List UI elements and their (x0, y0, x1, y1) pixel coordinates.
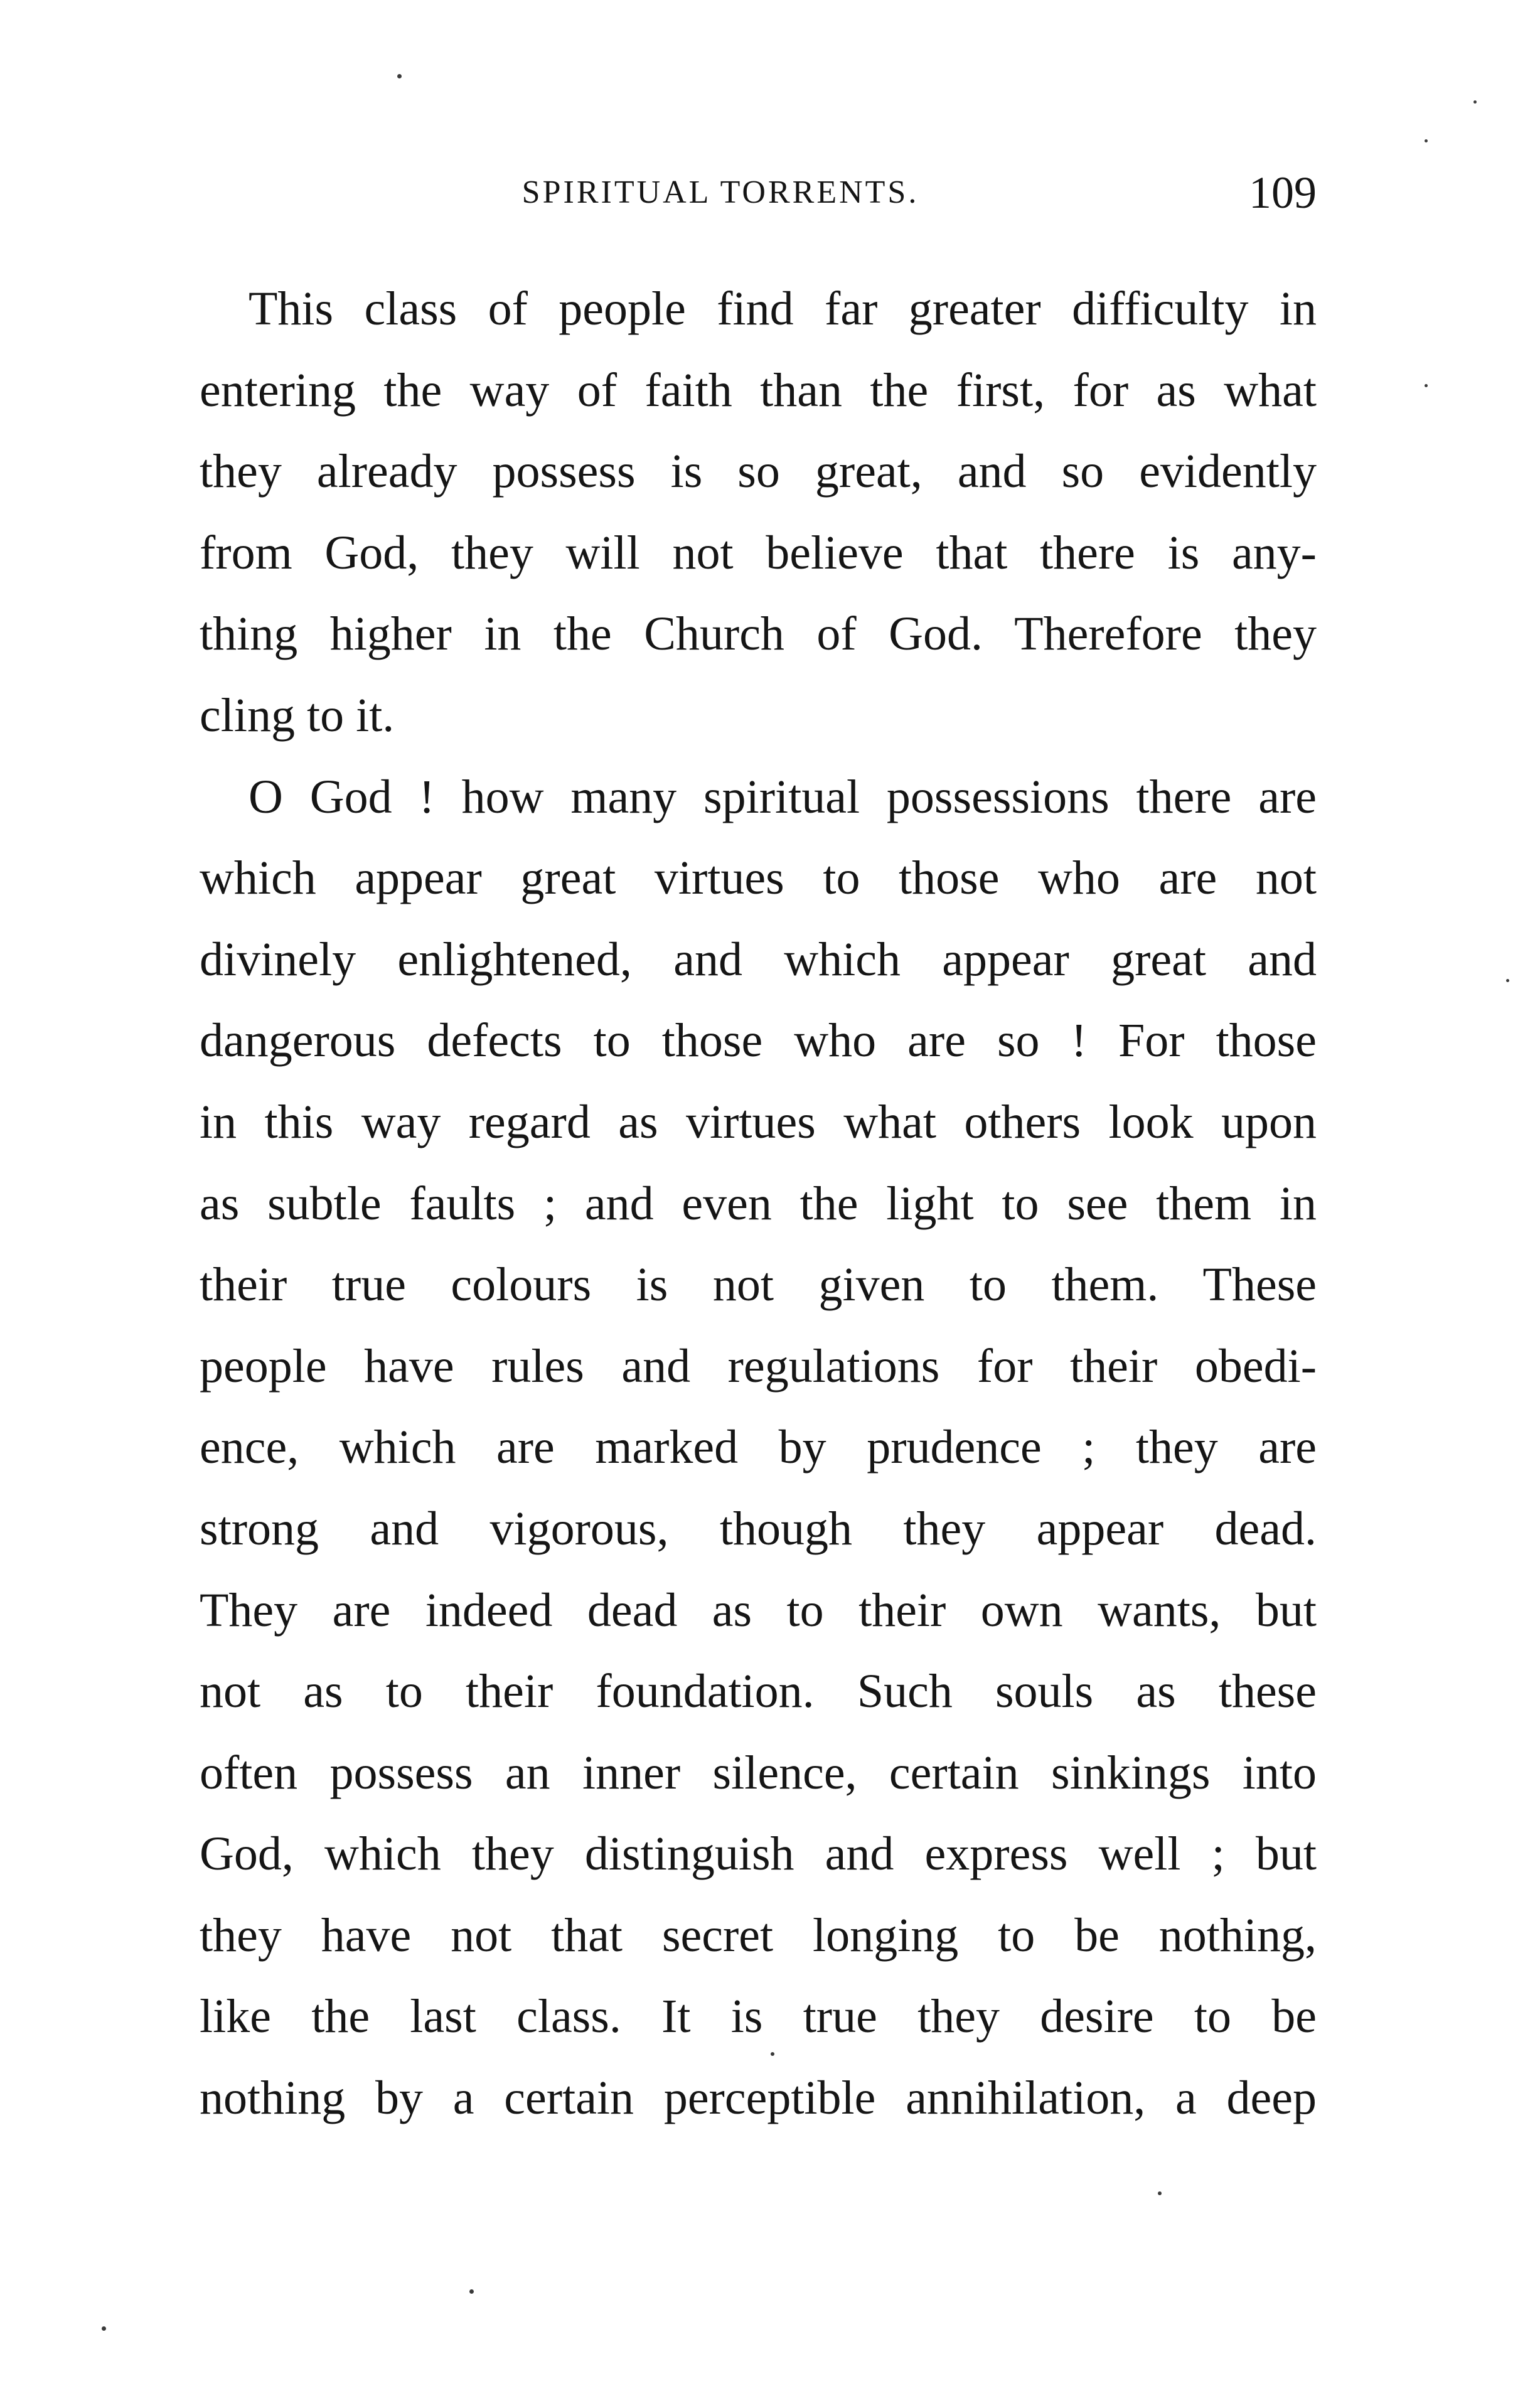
text-line: This class of people find far greater difficulty in (249, 282, 1317, 335)
text-line: divinely enlightened, and which appear great and (200, 933, 1317, 986)
scan-speck (1425, 384, 1428, 387)
scan-speck (771, 2052, 774, 2056)
text-line: their true colours is not given to them. These (200, 1258, 1317, 1312)
page-number: 109 (1249, 168, 1317, 218)
text-line: dangerous defects to those who are so ! For those (200, 1014, 1317, 1067)
text-line: not as to their foundation. Such souls as these (200, 1665, 1317, 1718)
text-line: nothing by a certain perceptible annihilation, a deep (200, 2072, 1317, 2125)
text-line: often possess an inner silence, certain sinkings into (200, 1746, 1317, 1799)
text-line: in this way regard as virtues what others look upon (200, 1095, 1317, 1148)
text-line: thing higher in the Church of God. Therefore they (200, 607, 1317, 661)
text-line: which appear great virtues to those who are not (200, 852, 1317, 905)
text-line: as subtle faults ; and even the light to see them in (200, 1177, 1317, 1230)
text-line: cling to it. (200, 688, 395, 742)
scan-speck (1425, 139, 1428, 142)
running-head (200, 164, 1317, 221)
scan-speck (1158, 2191, 1162, 2195)
text-line: O God ! how many spiritual possessions there are (249, 770, 1317, 823)
scan-speck (1506, 979, 1509, 982)
text-line: from God, they will not believe that there is any- (200, 526, 1317, 579)
scan-speck (469, 2289, 474, 2294)
text-line: God, which they distinguish and express well ; but (200, 1827, 1317, 1881)
text-line: ence, which are marked by prudence ; they are (200, 1421, 1317, 1474)
text-line: strong and vigorous, though they appear dead. (200, 1502, 1317, 1555)
running-title: SPIRITUAL TORRENTS. (521, 174, 919, 210)
text-line: they have not that secret longing to be nothing, (200, 1908, 1317, 1962)
scan-speck (1473, 100, 1477, 104)
text-line: like the last class. It is true they desire to be (200, 1990, 1317, 2043)
scan-speck (397, 74, 402, 78)
text-line: entering the way of faith than the first, for as what (200, 363, 1317, 417)
text-line: They are indeed dead as to their own wants, but (200, 1583, 1317, 1637)
scan-speck (102, 2326, 106, 2331)
body-text (200, 269, 1317, 2139)
text-line: they already possess is so great, and so evidently (200, 445, 1317, 498)
text-line: people have rules and regulations for their obedi- (200, 1339, 1317, 1393)
